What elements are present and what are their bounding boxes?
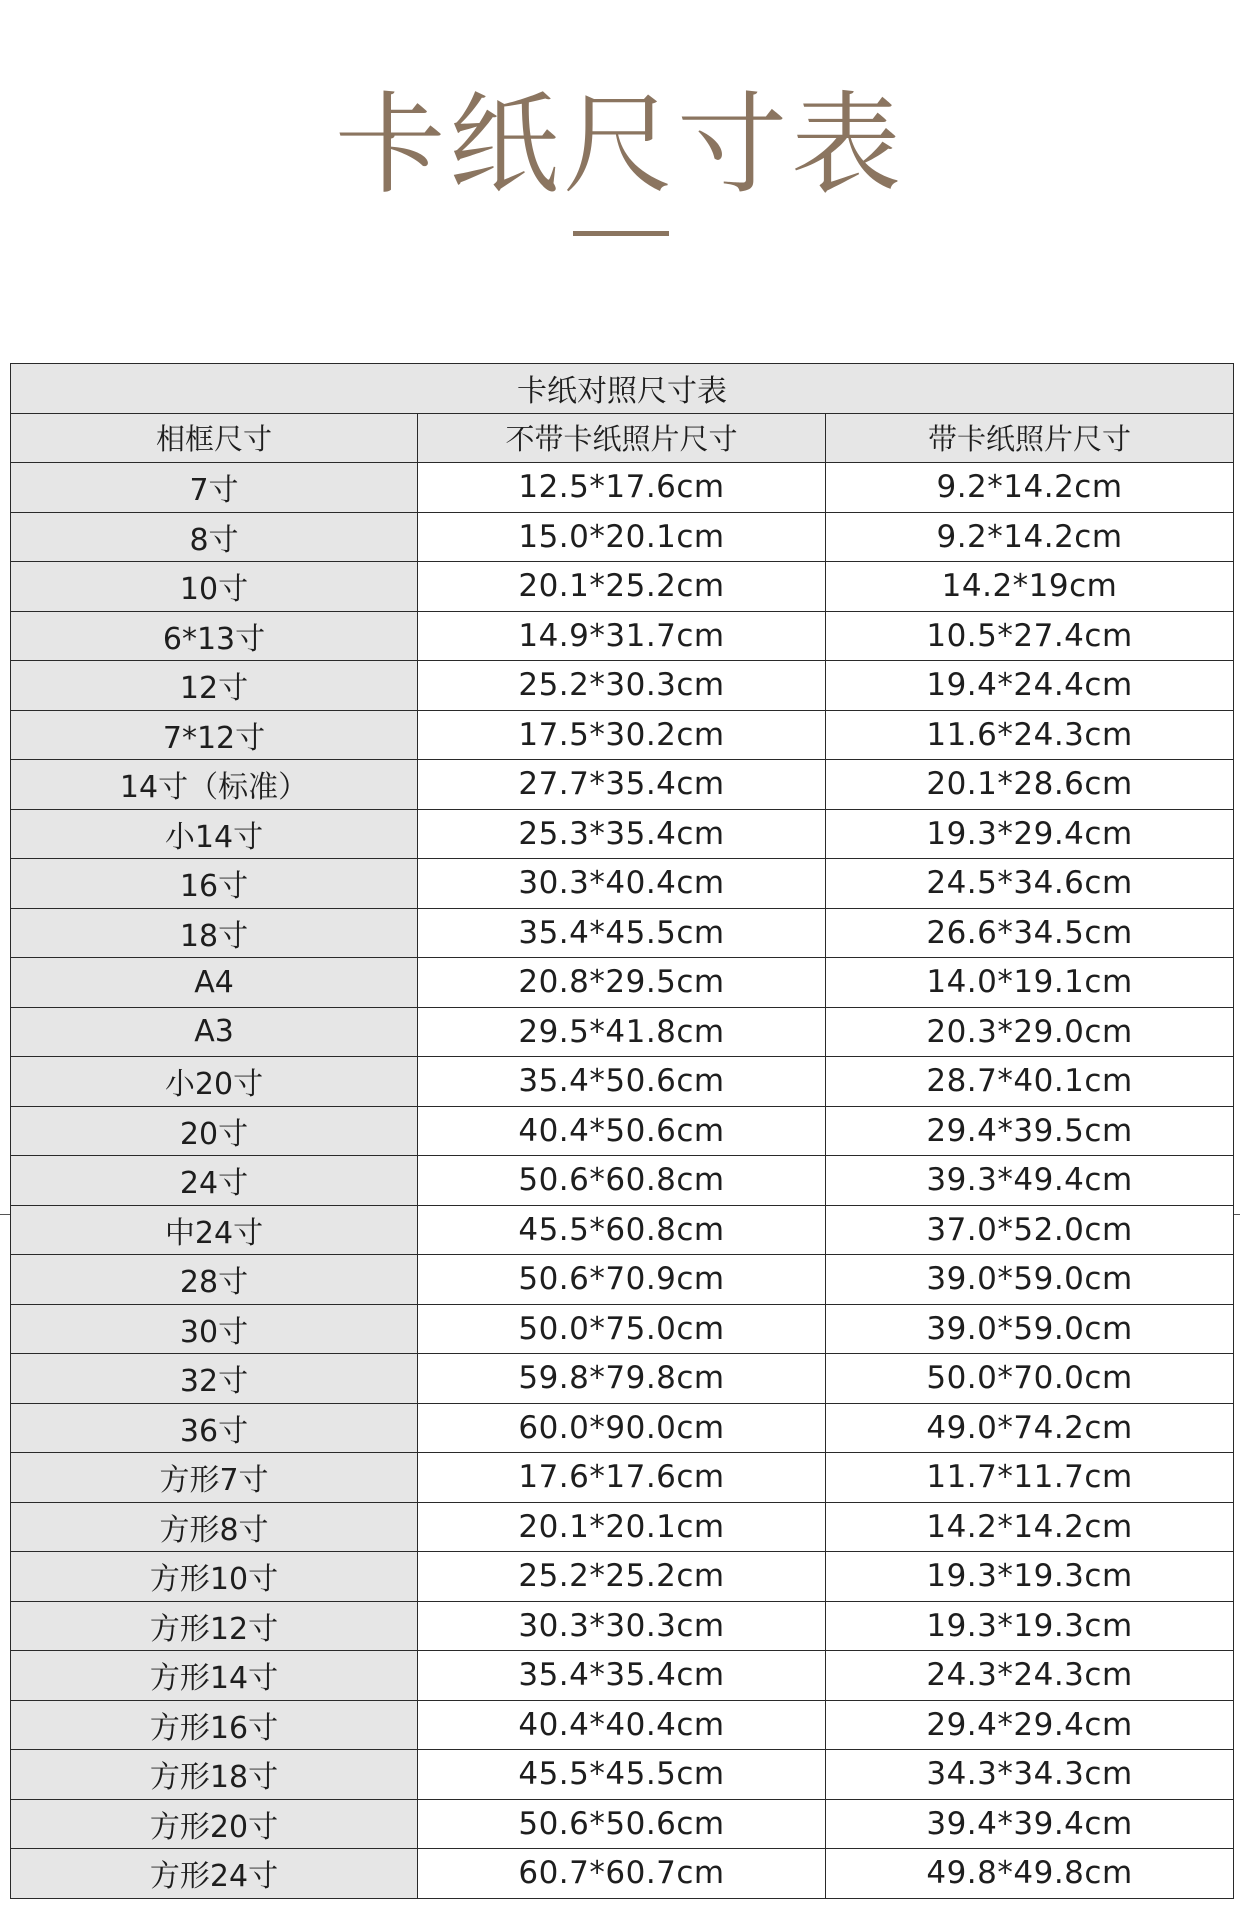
frame-size-cell: 方形12寸 — [11, 1601, 418, 1651]
photo-without-mat-cell: 45.5*60.8cm — [418, 1205, 826, 1255]
table-row — [11, 1502, 1234, 1552]
table-row — [11, 908, 1234, 958]
table-row — [11, 611, 1234, 661]
photo-without-mat-cell: 25.3*35.4cm — [418, 809, 826, 859]
photo-with-mat-cell: 29.4*29.4cm — [826, 1700, 1234, 1750]
photo-without-mat-cell: 50.6*60.8cm — [418, 1156, 826, 1206]
photo-without-mat-cell: 20.1*25.2cm — [418, 562, 826, 612]
frame-size-cell: 16寸 — [11, 859, 418, 909]
photo-without-mat-cell: 17.5*30.2cm — [418, 710, 826, 760]
table-row — [11, 1700, 1234, 1750]
frame-size-cell: 方形18寸 — [11, 1750, 418, 1800]
frame-size-cell: 7*12寸 — [11, 710, 418, 760]
frame-size-cell: 7寸 — [11, 463, 418, 513]
frame-size-cell: 方形16寸 — [11, 1700, 418, 1750]
frame-size-cell: 8寸 — [11, 512, 418, 562]
frame-size-cell: A3 — [11, 1007, 418, 1057]
table-row — [11, 661, 1234, 711]
table-row — [11, 1403, 1234, 1453]
frame-size-cell: 6*13寸 — [11, 611, 418, 661]
photo-without-mat-cell: 30.3*30.3cm — [418, 1601, 826, 1651]
photo-without-mat-cell: 35.4*50.6cm — [418, 1057, 826, 1107]
photo-with-mat-cell: 24.5*34.6cm — [826, 859, 1234, 909]
table-row — [11, 1552, 1234, 1602]
photo-with-mat-cell: 10.5*27.4cm — [826, 611, 1234, 661]
photo-with-mat-cell: 19.3*19.3cm — [826, 1601, 1234, 1651]
frame-size-cell: 30寸 — [11, 1304, 418, 1354]
photo-with-mat-cell: 19.4*24.4cm — [826, 661, 1234, 711]
table-row — [11, 1453, 1234, 1503]
photo-with-mat-cell: 24.3*24.3cm — [826, 1651, 1234, 1701]
photo-without-mat-cell: 12.5*17.6cm — [418, 463, 826, 513]
photo-with-mat-cell: 14.2*19cm — [826, 562, 1234, 612]
table-row — [11, 1205, 1234, 1255]
photo-with-mat-cell: 19.3*19.3cm — [826, 1552, 1234, 1602]
photo-with-mat-cell: 11.6*24.3cm — [826, 710, 1234, 760]
frame-size-cell: 方形7寸 — [11, 1453, 418, 1503]
table-row — [11, 1849, 1234, 1899]
frame-size-cell: 中24寸 — [11, 1205, 418, 1255]
header-photo-without-mat: 不带卡纸照片尺寸 — [418, 413, 826, 463]
table-row — [11, 710, 1234, 760]
photo-with-mat-cell: 39.3*49.4cm — [826, 1156, 1234, 1206]
frame-size-cell: 20寸 — [11, 1106, 418, 1156]
table-caption: 卡纸对照尺寸表 — [11, 364, 1234, 414]
title-underline — [573, 231, 669, 236]
photo-without-mat-cell: 29.5*41.8cm — [418, 1007, 826, 1057]
photo-without-mat-cell: 20.1*20.1cm — [418, 1502, 826, 1552]
photo-with-mat-cell: 11.7*11.7cm — [826, 1453, 1234, 1503]
frame-size-cell: 18寸 — [11, 908, 418, 958]
table-row — [11, 1750, 1234, 1800]
photo-with-mat-cell: 9.2*14.2cm — [826, 463, 1234, 513]
photo-with-mat-cell: 20.1*28.6cm — [826, 760, 1234, 810]
table-row — [11, 859, 1234, 909]
table-row — [11, 1106, 1234, 1156]
photo-with-mat-cell: 19.3*29.4cm — [826, 809, 1234, 859]
table-row — [11, 958, 1234, 1008]
photo-without-mat-cell: 20.8*29.5cm — [418, 958, 826, 1008]
table-caption-row — [11, 364, 1234, 414]
photo-with-mat-cell: 49.0*74.2cm — [826, 1403, 1234, 1453]
frame-size-cell: 36寸 — [11, 1403, 418, 1453]
photo-with-mat-cell: 39.4*39.4cm — [826, 1799, 1234, 1849]
table-row — [11, 1651, 1234, 1701]
photo-without-mat-cell: 60.7*60.7cm — [418, 1849, 826, 1899]
photo-with-mat-cell: 39.0*59.0cm — [826, 1255, 1234, 1305]
frame-size-cell: 方形24寸 — [11, 1849, 418, 1899]
photo-with-mat-cell: 14.0*19.1cm — [826, 958, 1234, 1008]
photo-with-mat-cell: 39.0*59.0cm — [826, 1304, 1234, 1354]
frame-size-cell: 32寸 — [11, 1354, 418, 1404]
photo-without-mat-cell: 27.7*35.4cm — [418, 760, 826, 810]
photo-with-mat-cell: 37.0*52.0cm — [826, 1205, 1234, 1255]
photo-with-mat-cell: 26.6*34.5cm — [826, 908, 1234, 958]
photo-without-mat-cell: 17.6*17.6cm — [418, 1453, 826, 1503]
page-title: 卡纸尺寸表 — [335, 81, 905, 209]
frame-size-cell: 方形14寸 — [11, 1651, 418, 1701]
photo-without-mat-cell: 25.2*30.3cm — [418, 661, 826, 711]
frame-size-cell: 24寸 — [11, 1156, 418, 1206]
frame-size-cell: 28寸 — [11, 1255, 418, 1305]
table-row — [11, 1255, 1234, 1305]
table-row — [11, 1156, 1234, 1206]
photo-without-mat-cell: 35.4*45.5cm — [418, 908, 826, 958]
frame-size-cell: 方形8寸 — [11, 1502, 418, 1552]
header-photo-with-mat: 带卡纸照片尺寸 — [826, 413, 1234, 463]
photo-without-mat-cell: 15.0*20.1cm — [418, 512, 826, 562]
photo-without-mat-cell: 14.9*31.7cm — [418, 611, 826, 661]
photo-without-mat-cell: 50.6*50.6cm — [418, 1799, 826, 1849]
frame-size-cell: A4 — [11, 958, 418, 1008]
table-row — [11, 512, 1234, 562]
table-row — [11, 1057, 1234, 1107]
photo-with-mat-cell: 20.3*29.0cm — [826, 1007, 1234, 1057]
photo-with-mat-cell: 14.2*14.2cm — [826, 1502, 1234, 1552]
photo-without-mat-cell: 35.4*35.4cm — [418, 1651, 826, 1701]
photo-without-mat-cell: 40.4*50.6cm — [418, 1106, 826, 1156]
photo-without-mat-cell: 40.4*40.4cm — [418, 1700, 826, 1750]
table-header-row — [11, 413, 1234, 463]
photo-without-mat-cell: 25.2*25.2cm — [418, 1552, 826, 1602]
table-row — [11, 1007, 1234, 1057]
photo-with-mat-cell: 49.8*49.8cm — [826, 1849, 1234, 1899]
photo-with-mat-cell: 50.0*70.0cm — [826, 1354, 1234, 1404]
photo-without-mat-cell: 60.0*90.0cm — [418, 1403, 826, 1453]
frame-size-cell: 小20寸 — [11, 1057, 418, 1107]
table-row — [11, 1601, 1234, 1651]
frame-size-cell: 12寸 — [11, 661, 418, 711]
table-row — [11, 809, 1234, 859]
size-table — [10, 363, 1234, 1899]
frame-size-cell: 14寸（标准） — [11, 760, 418, 810]
photo-without-mat-cell: 50.6*70.9cm — [418, 1255, 826, 1305]
frame-size-cell: 方形10寸 — [11, 1552, 418, 1602]
frame-size-cell: 方形20寸 — [11, 1799, 418, 1849]
photo-without-mat-cell: 50.0*75.0cm — [418, 1304, 826, 1354]
table-row — [11, 1799, 1234, 1849]
table-body — [11, 463, 1234, 1899]
table-row — [11, 1354, 1234, 1404]
photo-without-mat-cell: 59.8*79.8cm — [418, 1354, 826, 1404]
table-row — [11, 562, 1234, 612]
table-row — [11, 760, 1234, 810]
frame-size-cell: 10寸 — [11, 562, 418, 612]
frame-size-cell: 小14寸 — [11, 809, 418, 859]
header-frame-size: 相框尺寸 — [11, 413, 418, 463]
photo-without-mat-cell: 45.5*45.5cm — [418, 1750, 826, 1800]
table-row — [11, 463, 1234, 513]
photo-without-mat-cell: 30.3*40.4cm — [418, 859, 826, 909]
photo-with-mat-cell: 9.2*14.2cm — [826, 512, 1234, 562]
photo-with-mat-cell: 29.4*39.5cm — [826, 1106, 1234, 1156]
photo-with-mat-cell: 34.3*34.3cm — [826, 1750, 1234, 1800]
table-row — [11, 1304, 1234, 1354]
photo-with-mat-cell: 28.7*40.1cm — [826, 1057, 1234, 1107]
